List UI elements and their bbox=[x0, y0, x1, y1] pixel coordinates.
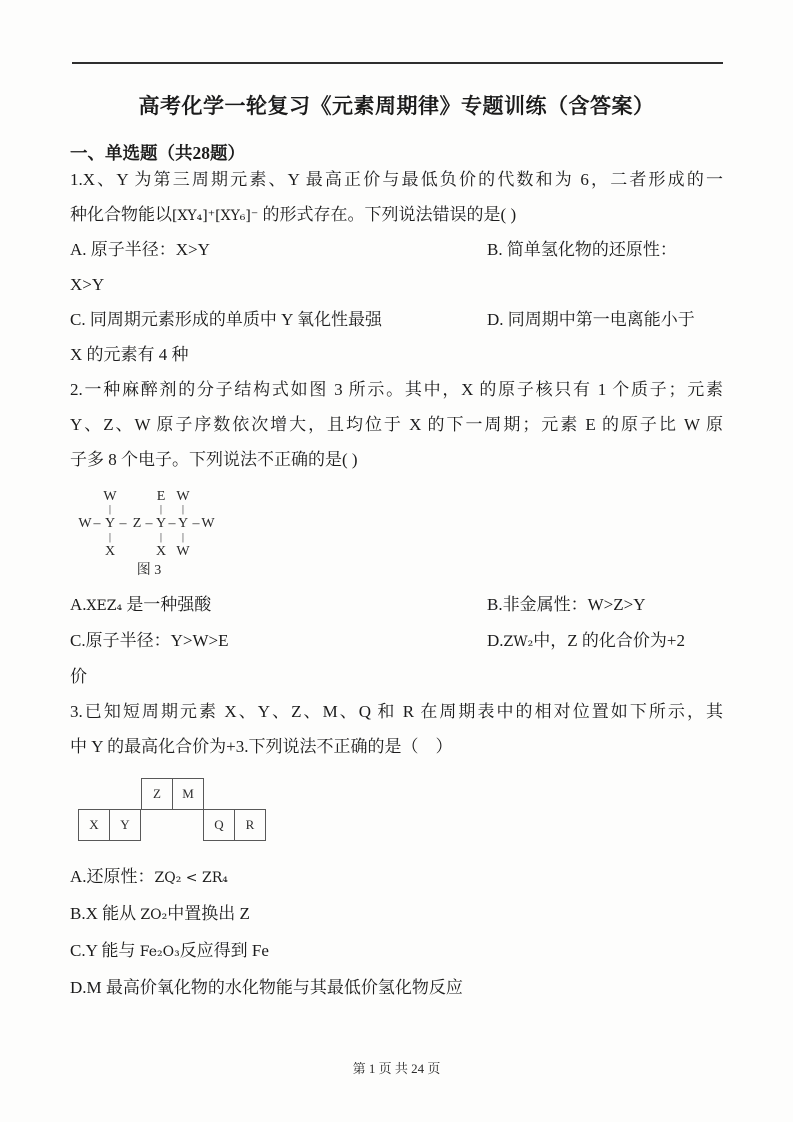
atom-label: Z bbox=[132, 516, 142, 531]
q2-options-row-cd bbox=[70, 628, 723, 654]
q1-option-a: A. 原子半径：X>Y bbox=[70, 240, 210, 259]
q3-option-b-formula: ZO₂ bbox=[140, 907, 168, 923]
q2-text-line1: 2.一种麻醉剂的分子结构式如图 3 所示。其中，X 的原子核只有 1 个质子；元素 bbox=[70, 380, 723, 399]
q1-text-line2 bbox=[70, 202, 723, 228]
q3-position-figure bbox=[78, 778, 268, 842]
q2-option-d-wrap: 价 bbox=[70, 667, 87, 686]
q2-option-d-formula: ZW₂ bbox=[503, 634, 534, 650]
q1-option-d: D. 同周期中第一电离能小于 bbox=[487, 310, 695, 329]
bond-vertical-icon: | bbox=[108, 503, 112, 515]
q2-options-row-ab bbox=[70, 592, 723, 618]
q3-text-line2: 中 Y 的最高化合价为+3.下列说法不正确的是（ ） bbox=[70, 737, 453, 756]
atom-label: W bbox=[176, 489, 190, 504]
atom-label: Y bbox=[104, 516, 116, 531]
q1-option-b-wrap: X>Y bbox=[70, 275, 105, 294]
header-rule bbox=[72, 62, 723, 64]
q3-option-c-formula: Fe₂O₃ bbox=[139, 944, 180, 960]
q2-option-d-post: 中，Z 的化合价为+2 bbox=[533, 631, 685, 650]
q3-option-b-pre: B.X 能从 bbox=[70, 904, 141, 923]
q3-option-c-pre: C.Y 能与 bbox=[70, 941, 140, 960]
figure-caption: 图 3 bbox=[136, 563, 162, 578]
q3-option-c-post: 反应得到 Fe bbox=[179, 941, 269, 960]
q3-text-line1: 3.已知短周期元素 X、Y、Z、M、Q 和 R 在周期表中的相对位置如下所示，其 bbox=[70, 702, 723, 721]
bond-vertical-icon: | bbox=[159, 503, 163, 515]
document-title: 高考化学一轮复习《元素周期律》专题训练（含答案） bbox=[138, 94, 655, 118]
atom-label: W bbox=[103, 489, 117, 504]
q2-option-a-formula: XEZ₄ bbox=[86, 598, 123, 614]
atom-label: W bbox=[78, 516, 92, 531]
q2-option-a-pre: A. bbox=[70, 595, 87, 614]
q1-options-row-cd bbox=[70, 307, 723, 333]
q3-option-a bbox=[70, 864, 723, 890]
q1-option-d-wrap: X 的元素有 4 种 bbox=[70, 345, 189, 364]
q1-option-c: C. 同周期元素形成的单质中 Y 氧化性最强 bbox=[70, 310, 382, 329]
q1-text-line1: 1.X、Y 为第三周期元素、Y 最高正价与最低负价的代数和为 6，二者形成的一 bbox=[70, 170, 723, 189]
q1-options-row-ab bbox=[70, 237, 723, 263]
bond-vertical-icon: | bbox=[159, 531, 163, 543]
atom-label: E bbox=[156, 489, 166, 504]
q1-line2-pre: 种化合物能以 bbox=[70, 205, 172, 224]
bond-horizontal-icon: – bbox=[119, 516, 127, 531]
q2-option-a-post: 是一种强酸 bbox=[122, 595, 212, 614]
q3-option-a-pre: A.还原性： bbox=[70, 867, 155, 886]
q2-option-b: B.非金属性：W>Z>Y bbox=[487, 595, 646, 614]
q3-option-a-formula: ZQ₂ < ZR₄ bbox=[154, 870, 228, 886]
q2-text-line3: 子多 8 个电子。下列说法不正确的是( ) bbox=[70, 450, 358, 469]
atom-label: Y bbox=[155, 516, 167, 531]
table-cell-q: Q bbox=[203, 809, 235, 841]
q3-option-d: D.M 最高价氧化物的水化物能与其最低价氢化物反应 bbox=[70, 978, 463, 997]
table-cell-z: Z bbox=[141, 778, 173, 810]
section-heading: 一、单选题（共28题） bbox=[70, 143, 245, 163]
bond-horizontal-icon: – bbox=[168, 516, 176, 531]
bond-horizontal-icon: – bbox=[145, 516, 153, 531]
q2-text-line2: Y、Z、W 原子序数依次增大，且均位于 X 的下一周期；元素 E 的原子比 W 原 bbox=[70, 415, 723, 434]
page-number: 第 1 页 共 24 页 bbox=[352, 1061, 441, 1076]
bond-vertical-icon: | bbox=[181, 503, 185, 515]
q3-option-b bbox=[70, 901, 723, 927]
bond-horizontal-icon: – bbox=[192, 516, 200, 531]
atom-label: Y bbox=[177, 516, 189, 531]
atom-label: W bbox=[201, 516, 215, 531]
table-cell-r: R bbox=[234, 809, 266, 841]
bond-vertical-icon: | bbox=[181, 531, 185, 543]
q3-option-c bbox=[70, 938, 723, 964]
table-cell-m: M bbox=[172, 778, 204, 810]
q2-option-d bbox=[487, 628, 685, 655]
q2-option-a bbox=[70, 592, 211, 619]
table-cell-x: X bbox=[78, 809, 110, 841]
atom-label: W bbox=[176, 544, 190, 559]
q2-option-d-pre: D. bbox=[487, 631, 504, 650]
q1-option-b: B. 简单氢化物的还原性： bbox=[487, 240, 677, 259]
bond-horizontal-icon: – bbox=[93, 516, 101, 531]
atom-label: X bbox=[104, 544, 116, 559]
q1-ion-formula: [XY₄]⁺[XY₆]⁻ bbox=[172, 208, 259, 224]
q1-line2-post: 的形式存在。下列说法错误的是( ) bbox=[258, 205, 517, 224]
bond-vertical-icon: | bbox=[108, 531, 112, 543]
atom-label: X bbox=[155, 544, 167, 559]
q3-option-b-post: 中置换出 Z bbox=[167, 904, 250, 923]
q2-structure-figure bbox=[72, 490, 237, 586]
q2-option-c: C.原子半径：Y>W>E bbox=[70, 631, 229, 650]
table-cell-y: Y bbox=[109, 809, 141, 841]
